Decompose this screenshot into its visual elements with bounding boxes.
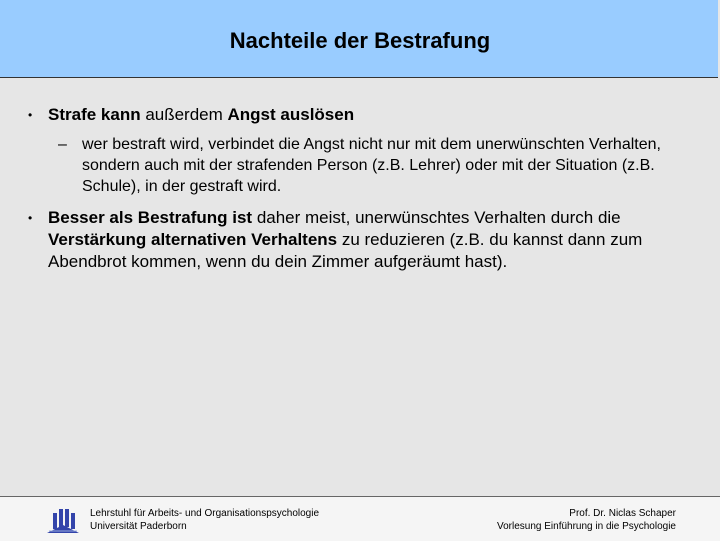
footer-right [497,507,676,533]
bullet-1-part-3: Angst auslösen [227,105,355,124]
sub-bullet-dash: – [58,136,67,153]
footer-professor: Prof. Dr. Niclas Schaper [569,508,676,519]
footer-chair: Lehrstuhl für Arbeits- und Organisationspsychologie [90,508,320,519]
bullet-1 [48,104,688,126]
bullet-2-part-2: daher meist, unerwünschtes Verhalten durch die [252,208,621,227]
bullet-1-part-1: Strafe kann [48,105,146,124]
bullet-2-part-1: Besser als Bestrafung ist [48,208,253,227]
sub-bullet-1: wer bestraft wird, verbindet die Angst nicht nur mit dem unerwünschten Verhalten, sondern auch mit der strafenden Person (z.B. Lehrer) oder mit der Situation (z.B. Schule), in der gestraft wird. [82,136,661,195]
footer-university: Universität Paderborn [90,521,187,532]
footer [0,496,720,541]
university-logo-icon [45,505,81,535]
bullet-2 [48,207,688,273]
bullet-dot: • [28,211,33,225]
bullet-2-part-4: zu reduzieren (z.B. du kannst dann zum Abendbrot kommen, wenn du dein Zimmer aufgeräumt hast). [48,230,643,271]
bullet-2-part-3: Verstärkung alternativen Verhaltens [48,230,338,249]
footer-lecture: Vorlesung Einführung in die Psychologie [496,521,676,532]
title-bar [0,0,718,78]
bullet-dot: • [28,108,33,122]
bullet-1-part-2: außerdem [145,105,228,124]
footer-left [90,507,319,533]
slide-title: Nachteile der Bestrafung [229,28,491,53]
